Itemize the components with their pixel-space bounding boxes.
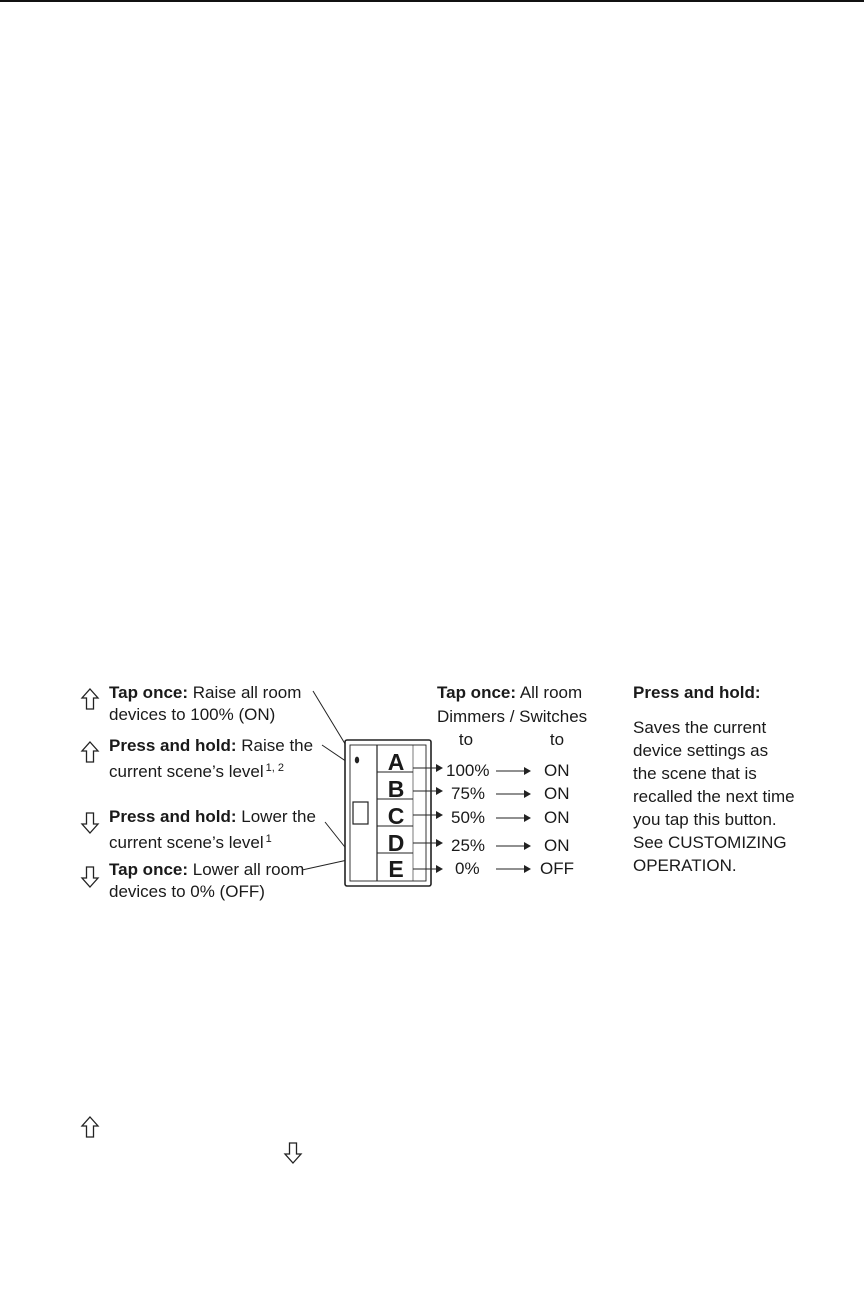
switch-column-to: to [549,730,565,749]
scene-button-e[interactable]: E [388,856,404,882]
table-header-line1: Tap once: All room [437,683,583,702]
instruction-tap-lower-line1: Tap once: Lower all room [109,860,305,879]
down-arrow-icon [283,1142,303,1164]
instruction-hold-lower-line1: Press and hold: Lower the [109,807,316,826]
description-line: recalled the next time [633,787,795,806]
instruction-hold-raise-line1: Press and hold: Raise the [109,736,314,755]
up-arrow-icon [80,1116,100,1138]
led-indicator-icon [355,757,359,764]
scene-button-d[interactable]: D [387,830,405,856]
dimmer-value: 0% [455,859,480,878]
description-line: you tap this button. [633,810,777,829]
switch-value: ON [544,761,570,780]
description-line: the scene that is [633,764,757,783]
description-line: OPERATION. [633,856,737,875]
description-line: device settings as [633,741,769,760]
switch-value: ON [544,784,570,803]
dimmer-value: 25% [451,836,486,855]
switch-value: OFF [540,859,574,878]
dimmer-value: 100% [446,761,490,780]
scene-button-c[interactable]: C [387,803,405,829]
instruction-tap-raise-line2: devices to 100% (ON) [109,705,276,724]
press-hold-title: Press and hold: [633,683,761,702]
instruction-hold-raise-line2: current scene’s level $^{1, 2}$ [109,762,285,781]
description-line: See CUSTOMIZING [633,833,787,852]
table-header-line2: Dimmers / Switches [437,707,588,726]
dimmer-column-to: to [458,730,474,749]
instruction-tap-lower-line2: devices to 0% (OFF) [109,882,265,901]
dimmer-value: 50% [451,808,486,827]
description-line: Saves the current [633,718,767,737]
dimmer-to-switch-arrows [496,767,531,873]
switch-value: ON [544,808,570,827]
switch-value: ON [544,836,570,855]
instruction-tap-raise-line1: Tap once: Raise all room [109,683,302,702]
scene-button-a[interactable]: A [387,749,405,775]
dimmer-value: 75% [451,784,486,803]
instruction-hold-lower-line2: current scene’s level $^1$ [109,833,272,852]
scene-button-b[interactable]: B [387,776,405,802]
